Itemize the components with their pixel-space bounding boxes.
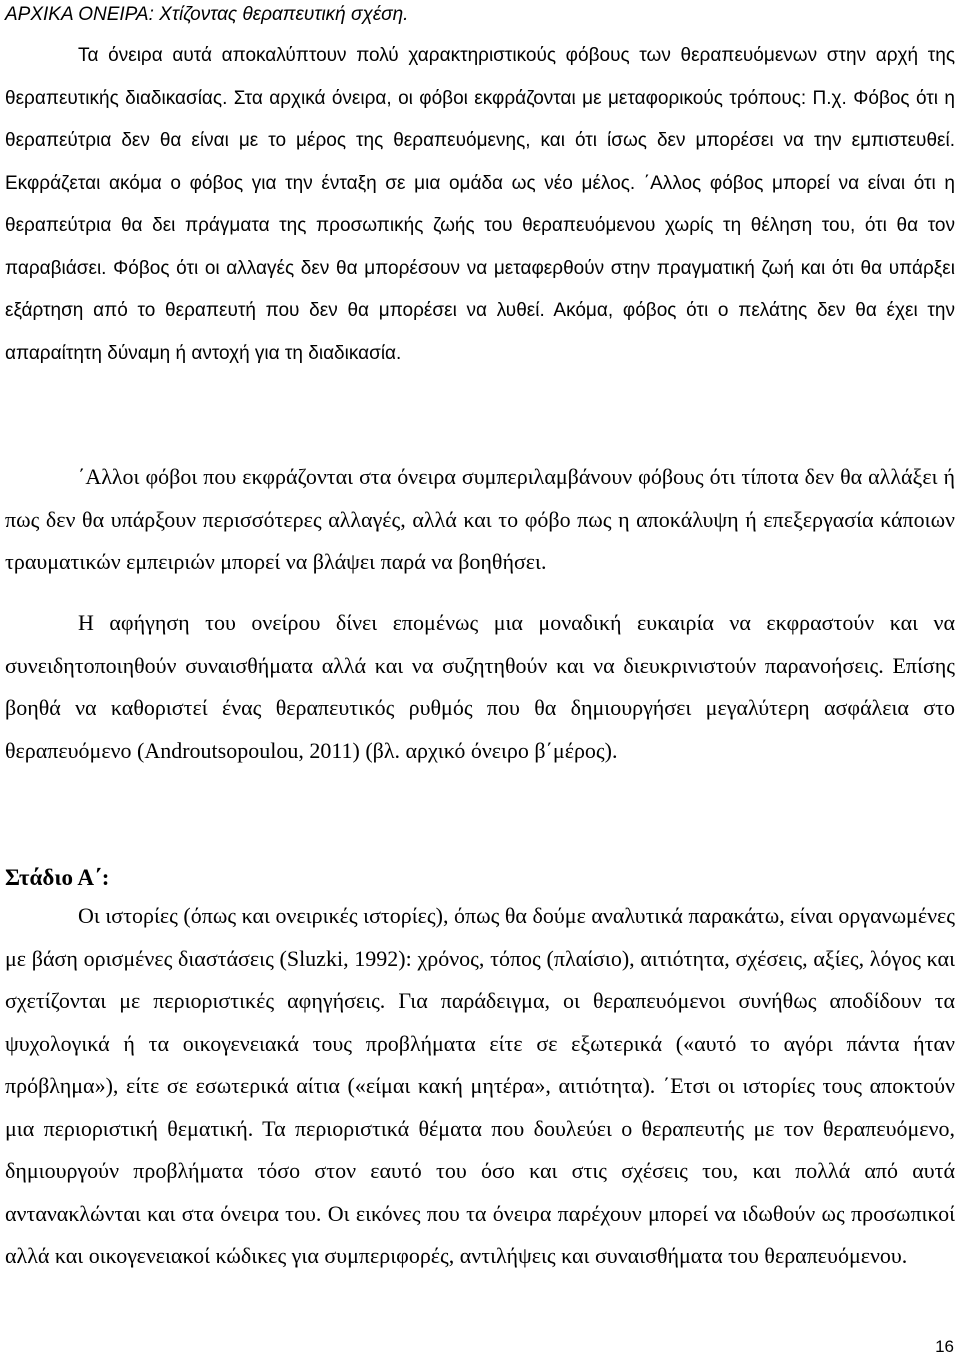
chapter-heading: ΑΡΧΙΚΑ ΟΝΕΙΡΑ: Χτίζοντας θεραπευτική σχέση. bbox=[5, 4, 409, 25]
paragraph-stories-dimensions: Οι ιστορίες (όπως και ονειρικές ιστορίες), όπως θα δούμε αναλυτικά παρακάτω, είναι οργανωμένες με βάση ορισμένες διαστάσεις (Sluzki, 1992): χρόνος, τόπος (πλαίσιο), αιτιότητα, σχέσεις, αξίες, λόγος και σχετίζονται με περιοριστικές αφηγήσεις. Για παράδειγμα, οι θεραπευόμενοι συνήθως αποδίδουν τα ψυχολογικά ή τα οικογενειακά τους προβλήματα είτε σε εξωτερικά («αυτό το αγόρι πάντα ήταν πρόβλημα»), είτε σε εσωτερικά αίτια («είμαι κακή μητέρα», αιτιότητα). ΄Ετσι οι ιστορίες τους αποκτούν μια περιοριστική θεματική. Τα περιοριστικά θέματα που δουλεύει ο θεραπευτής με τον θεραπευόμενο, δημιουργούν προβλήματα τόσο στον εαυτό του όσο και στις σχέσεις του, και πολλά από αυτά αντανακλώνται και στα όνειρα του. Οι εικόνες που τα όνειρα παρέχουν μπορεί να ιδωθούν ως προσωπικοί αλλά και οικογενειακοί κώδικες για συμπεριφορές, αντιλήψεις και συναισθήματα του θεραπευόμενου. bbox=[5, 903, 955, 1268]
page-number: 16 bbox=[935, 1337, 954, 1356]
paragraph-initial-fears: Τα όνειρα αυτά αποκαλύπτουν πολύ χαρακτηριστικούς φόβους των θεραπευόμενων στην αρχή της θεραπευτικής διαδικασίας. Στα αρχικά όνειρα, οι φόβοι εκφράζονται με μεταφορικούς τρόπους: Π.χ. Φόβος ότι η θεραπεύτρια δεν θα είναι με το μέρος της θεραπευόμενης, και ότι ίσως δεν μπορέσει να την εμπιστευθεί. Εκφράζεται ακόμα ο φόβος για την ένταξη σε μια ομάδα ως νέο μέλος. ΄Αλλος φόβος μπορεί να είναι ότι η θεραπεύτρια θα δει πράγματα της προσωπικής ζωής του θεραπευόμενου χωρίς τη θέληση του, ότι θα τον παραβιάσει. Φόβος ότι οι αλλαγές δεν θα μπορέσουν να μεταφερθούν στην πραγματική ζωή και ότι θα υπάρξει εξάρτηση από το θεραπευτή που δεν θα μπορέσει να λυθεί. Ακόμα, φόβος ότι ο πελάτης δεν θα έχει την απαραίτητη δύναμη ή αντοχή για τη διαδικασία. bbox=[5, 45, 955, 364]
section-heading-stage-a: Στάδιο Α΄: bbox=[5, 865, 110, 890]
paragraph-dream-narration: Η αφήγηση του ονείρου δίνει επομένως μια μοναδική ευκαιρία να εκφραστούν και να συνειδητοποιηθούν συναισθήματα αλλά και να συζητηθούν και να διευκρινιστούν παρανοήσεις. Επίσης βοηθά να καθοριστεί ένας θεραπευτικός ρυθμός που θα δημιουργήσει μεγαλύτερη ασφάλεια στο θεραπευόμενο (Androutsopoulou, 2011) (βλ. αρχικό όνειρο β΄μέρος). bbox=[5, 610, 955, 763]
paragraph-other-fears: ΄Αλλοι φόβοι που εκφράζονται στα όνειρα συμπεριλαμβάνουν φόβους ότι τίποτα δεν θα αλλάξει ή πως δεν θα υπάρξουν περισσότερες αλλαγές, αλλά και το φόβο πως η αποκάλυψη ή επεξεργασία κάποιων τραυματικών εμπειριών μπορεί να βλάψει παρά να βοηθήσει. bbox=[5, 464, 955, 574]
